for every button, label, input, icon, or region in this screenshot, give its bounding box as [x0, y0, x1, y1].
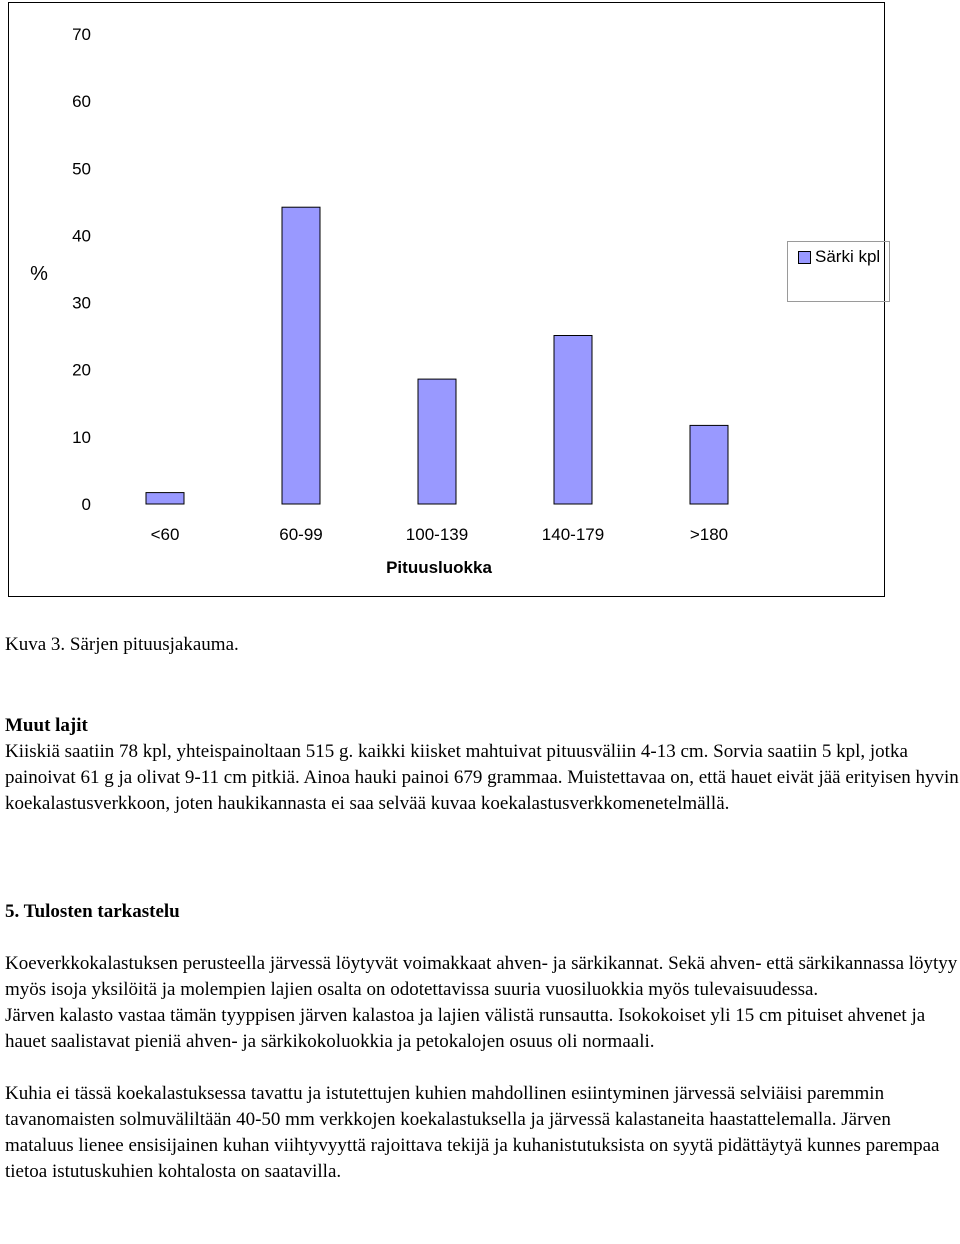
- y-axis-label: %: [30, 263, 48, 285]
- chart-frame: [8, 2, 885, 597]
- legend-label: Särki kpl: [815, 247, 881, 266]
- x-tick-label: 100-139: [405, 525, 469, 544]
- paragraph-1: Koeverkkokalastuksen perusteella järvessä löytyvät voimakkaat ahven- ja särkikannat. Sekä ahven- että särkikannassa löytyy myös isoja yksilöitä ja molempien lajien osalta on odotettavissa suuria vuosiluokkia myös tulevaisuudessa.: [5, 953, 958, 1000]
- figure-caption: Kuva 3. Särjen pituusjakauma.: [5, 634, 239, 655]
- paragraph-3: Kuhia ei tässä koekalastuksessa tavattu ja istutettujen kuhien mahdollinen esiintyminen järvessä selviäisi paremmin tavanomaisten solmuväliltään 40-50 mm verkkojen koekalastuksella ja järvessä kalastaneita haastattelemalla. Järven mataluus lienee ensisijainen kuhan viihtyvyyttä rajoittava tekijä ja kuhanistutuksista on syytä pidättäytyä kunnes parempaa tietoa istutuskuhien kohtalosta on saatavilla.: [5, 1083, 940, 1182]
- x-tick-label: >180: [689, 525, 729, 544]
- x-tick-label: <60: [150, 525, 180, 544]
- tulosten-tarkastelu-section: [5, 899, 960, 1185]
- y-tick-label: 40: [72, 226, 91, 246]
- muut-lajit-section: [5, 713, 960, 817]
- bar: [554, 336, 592, 505]
- bars: [146, 207, 728, 504]
- x-tick-label: 60-99: [279, 525, 323, 544]
- y-tick-label: 50: [72, 159, 91, 179]
- x-axis-label: Pituusluokka: [386, 558, 492, 577]
- paragraph-2: Järven kalasto vastaa tämän tyyppisen järven kalastoa ja lajien välistä runsautta. Isokokoiset yli 15 cm pituiset ahvenet ja hauet saalistavat pieniä ahven- ja särkikokoluokkia ja petokalojen osuus oli normaali.: [5, 1005, 926, 1052]
- x-tick-label: 140-179: [541, 525, 605, 544]
- y-tick-label: 70: [72, 25, 91, 44]
- bar: [418, 379, 456, 504]
- y-tick-label: 30: [72, 293, 91, 313]
- y-tick-label: 10: [72, 427, 91, 447]
- bar-chart: [9, 3, 884, 596]
- chart-legend: [787, 241, 890, 302]
- bar: [146, 493, 184, 504]
- y-axis-ticks: [72, 25, 91, 514]
- x-axis-ticks: [151, 525, 729, 544]
- y-tick-label: 0: [81, 495, 91, 514]
- y-tick-label: 60: [72, 92, 91, 112]
- bar: [690, 425, 728, 504]
- legend-swatch: [798, 251, 811, 264]
- y-tick-label: 20: [72, 360, 91, 380]
- bar: [282, 207, 320, 504]
- muut-paragraph: Kiiskiä saatiin 78 kpl, yhteispainoltaan 515 g. kaikki kiisket mahtuivat pituusväliin 4-13 cm. Sorvia saatiin 5 kpl, jotka painoivat 61 g ja olivat 9-11 cm pitkiä. Ainoa hauki painoi 679 grammaa. Muistettavaa on, että hauet eivät jää erityisen hyvin koekalastusverkkoon, joten haukikannasta ei saa selvää kuvaa koekalastusverkkomenetelmällä.: [5, 741, 959, 814]
- section-heading: Muut lajit: [5, 715, 88, 736]
- section-heading: 5. Tulosten tarkastelu: [5, 901, 180, 922]
